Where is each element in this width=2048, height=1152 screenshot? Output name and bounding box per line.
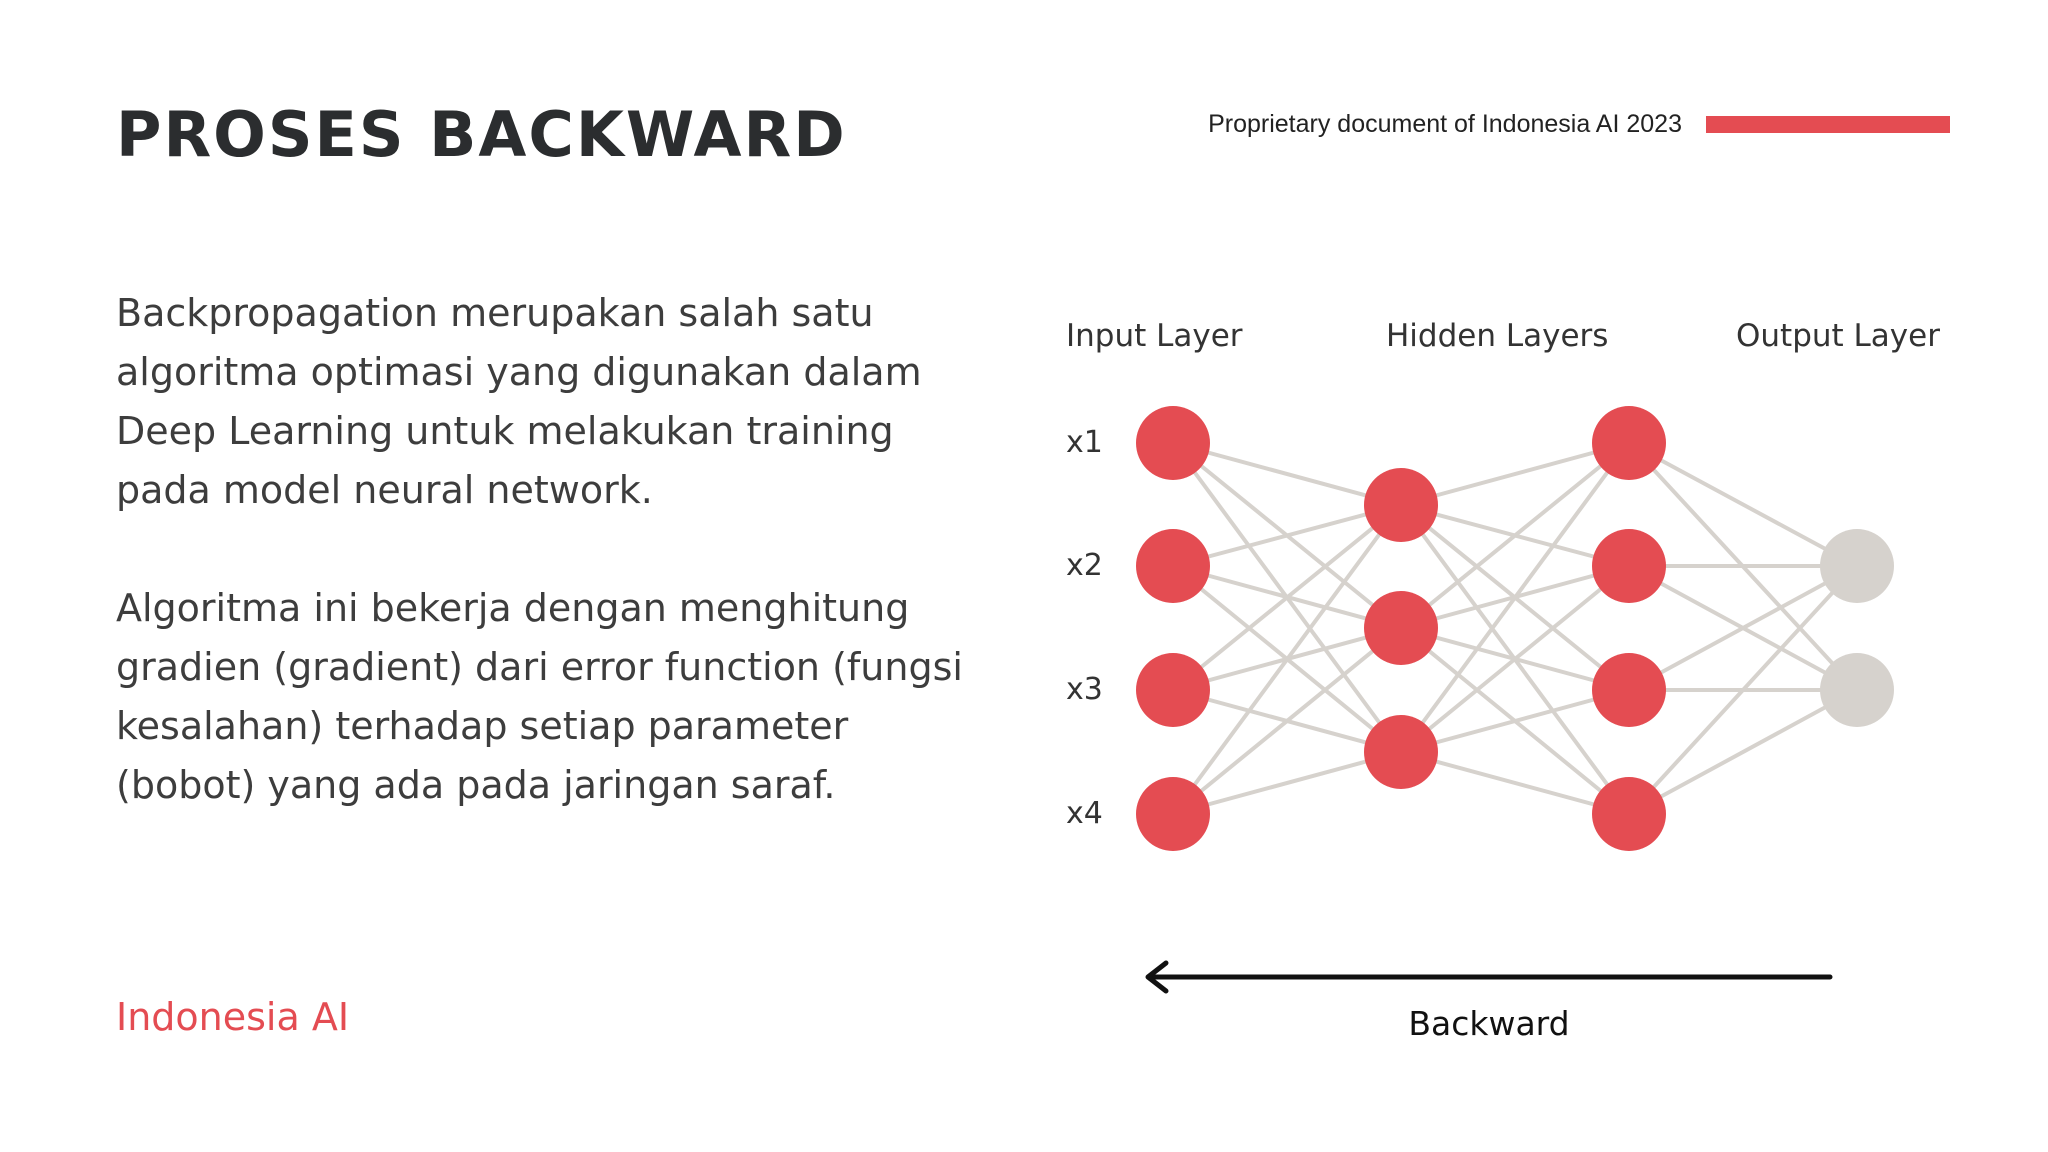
hidden-layers-label: Hidden Layers [1386, 318, 1609, 354]
output-layer-label: Output Layer [1736, 318, 1940, 354]
hidden-2-node-3 [1592, 653, 1666, 727]
paragraph-gradient: Algoritma ini bekerja dengan menghitung gradien (gradient) dari error function (fungsi kesalahan) terhadap setiap parameter (bobot) yang ada pada jaringan saraf. [116, 586, 963, 807]
connection-line [1629, 443, 1857, 566]
input-label-x2: x2 [1066, 548, 1103, 583]
hidden-2-node-4 [1592, 777, 1666, 851]
output-node-2 [1820, 653, 1894, 727]
paragraph-backpropagation: Backpropagation merupakan salah satu algoritma optimasi yang digunakan dalam Deep Learning untuk melakukan training pada model neural network. [116, 291, 922, 512]
input-node-1 [1136, 406, 1210, 480]
connections [1173, 443, 1857, 814]
input-label-x3: x3 [1066, 672, 1103, 707]
input-label-x4: x4 [1066, 796, 1103, 831]
hidden-2-node-1 [1592, 406, 1666, 480]
output-node-1 [1820, 529, 1894, 603]
connection-line [1401, 566, 1629, 752]
connection-line [1401, 443, 1629, 752]
connection-line [1629, 690, 1857, 814]
brand-label: Indonesia AI [116, 995, 350, 1039]
input-label-x1: x1 [1066, 425, 1103, 460]
backward-label: Backward [1408, 1004, 1570, 1043]
hidden-1-node-2 [1364, 591, 1438, 665]
hidden-2-node-2 [1592, 529, 1666, 603]
connection-line [1173, 628, 1401, 814]
slide-title: PROSES BACKWARD [116, 98, 847, 171]
input-node-4 [1136, 777, 1210, 851]
backward-arrow [1148, 963, 1830, 1043]
connection-line [1173, 505, 1401, 814]
input-node-3 [1136, 653, 1210, 727]
input-node-2 [1136, 529, 1210, 603]
input-layer-label: Input Layer [1066, 318, 1243, 354]
hidden-1-node-1 [1364, 468, 1438, 542]
hidden-1-node-3 [1364, 715, 1438, 789]
proprietary-note: Proprietary document of Indonesia AI 2023 [1208, 110, 1682, 138]
